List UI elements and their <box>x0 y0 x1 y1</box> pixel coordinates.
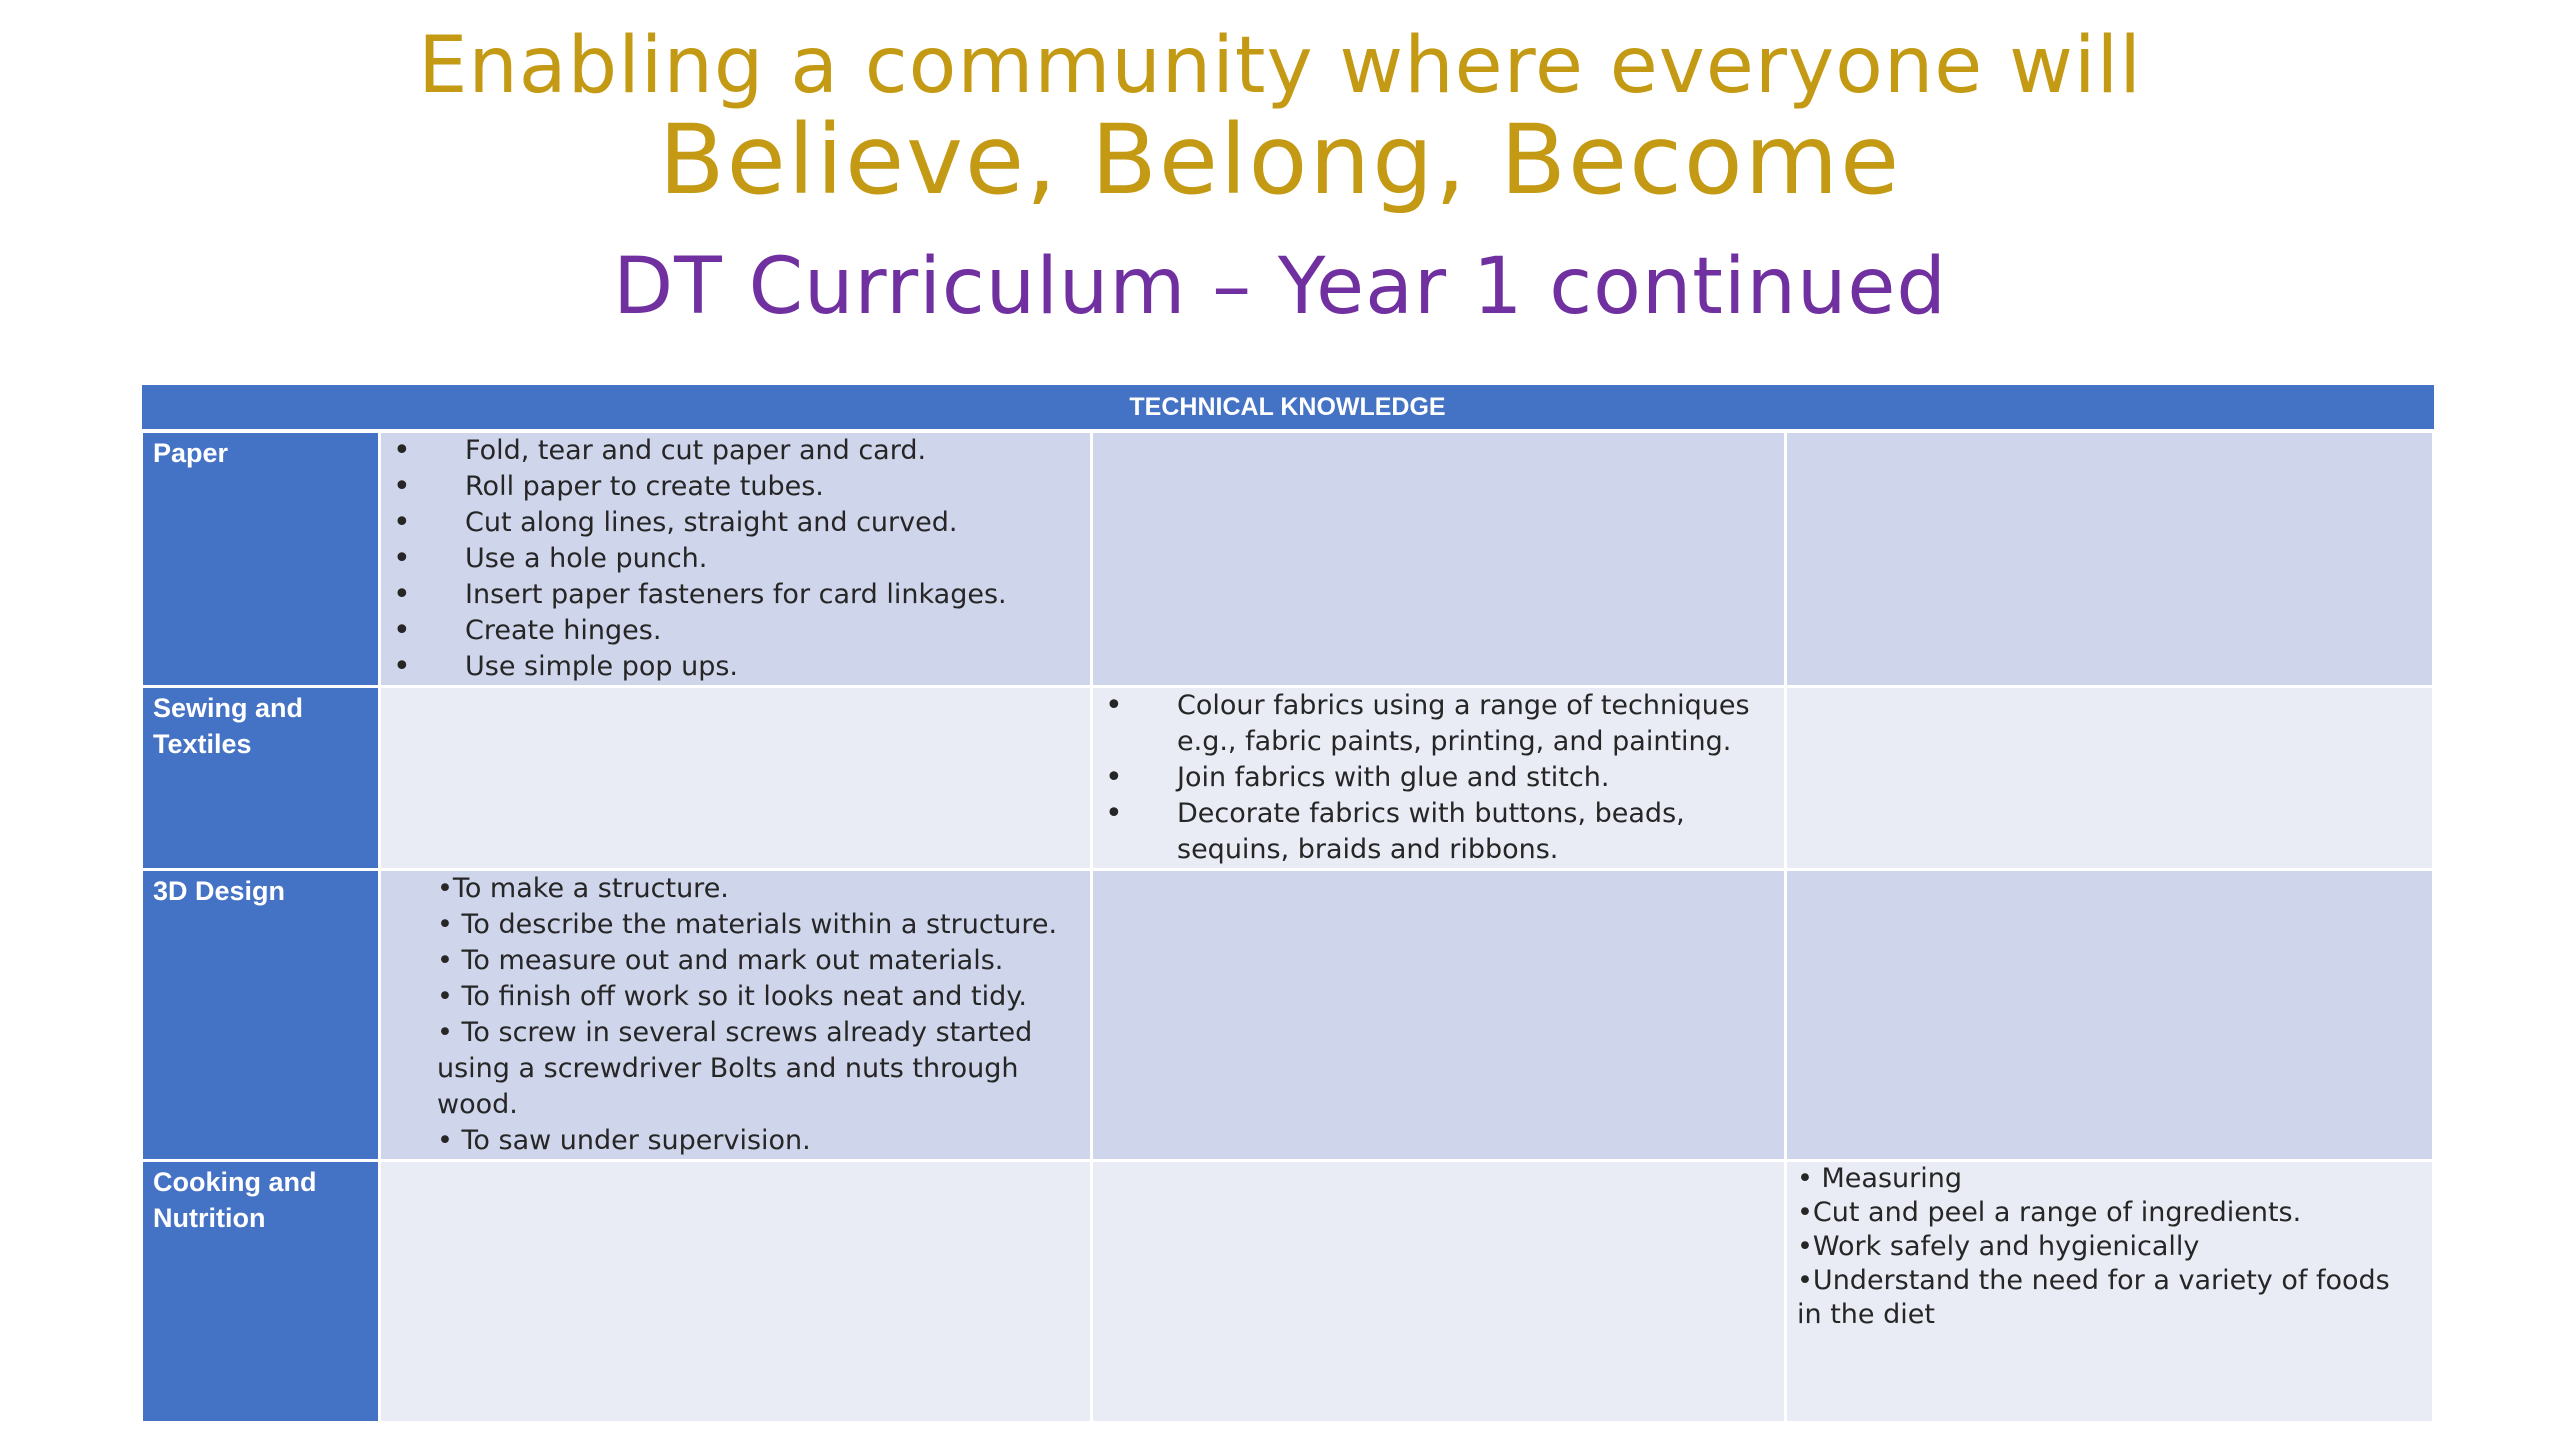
table-row <box>142 687 2434 870</box>
list-item: •Work safely and hygienically <box>1797 1231 2200 1262</box>
list-item: • Use a hole punch. <box>381 541 1090 577</box>
cell-cooking-col2 <box>1092 1161 1786 1423</box>
list-item: • To describe the materials within a structure. <box>437 909 1058 940</box>
cell-cooking-col3 <box>1786 1161 2434 1423</box>
cell-3d-design-col3 <box>1786 870 2434 1161</box>
list-item: • Measuring <box>1797 1163 1962 1194</box>
list-item: • Roll paper to create tubes. <box>381 469 1090 505</box>
list-item: • Cut along lines, straight and curved. <box>381 505 1090 541</box>
list-item: •To make a structure. <box>437 873 729 904</box>
list-item: • Use simple pop ups. <box>381 649 1090 685</box>
cell-paper-col2 <box>1092 431 1786 687</box>
list-item: • To finish off work so it looks neat and tidy. <box>437 981 1027 1012</box>
list-item: • Colour fabrics using a range of techniques e.g., fabric paints, printing, and painting. <box>1093 688 1784 760</box>
table-row <box>142 1161 2434 1423</box>
list-item: •Understand the need for a variety of foods in the diet <box>1797 1265 2390 1330</box>
list-item: •Cut and peel a range of ingredients. <box>1797 1197 2302 1228</box>
cell-sewing-col1 <box>380 687 1092 870</box>
tagline: Enabling a community where everyone will <box>418 21 2142 111</box>
cell-paper-col1 <box>380 431 1092 687</box>
list-item: • To screw in several screws already started using a screwdriver Bolts and nuts through wood. <box>437 1017 1033 1120</box>
list-item: • To saw under supervision. <box>437 1125 811 1156</box>
cell-sewing-col3 <box>1786 687 2434 870</box>
table-row <box>142 870 2434 1161</box>
row-label-sewing: Sewing and Textiles <box>142 687 380 870</box>
row-label-3d-design: 3D Design <box>142 870 380 1161</box>
cell-3d-design-col1 <box>380 870 1092 1161</box>
list-item: • Insert paper fasteners for card linkages. <box>381 577 1090 613</box>
list-item: • Create hinges. <box>381 613 1090 649</box>
list-item: • Decorate fabrics with buttons, beads, sequins, braids and ribbons. <box>1093 796 1784 868</box>
list-item: • To measure out and mark out materials. <box>437 945 1004 976</box>
curriculum-table <box>140 385 2432 1424</box>
design-lines <box>381 871 1090 1159</box>
table-row <box>142 431 2434 687</box>
page-title: DT Curriculum – Year 1 continued <box>613 242 1947 332</box>
motto: Believe, Belong, Become <box>658 104 1902 216</box>
cooking-lines <box>1787 1162 2432 1332</box>
cell-sewing-col2 <box>1092 687 1786 870</box>
row-label-cooking: Cooking and Nutrition <box>142 1161 380 1423</box>
list-item: • Fold, tear and cut paper and card. <box>381 433 1090 469</box>
list-item: • Join fabrics with glue and stitch. <box>1093 760 1784 796</box>
cell-cooking-col1 <box>380 1161 1092 1423</box>
cell-3d-design-col2 <box>1092 870 1786 1161</box>
cell-paper-col3 <box>1786 431 2434 687</box>
row-label-paper: Paper <box>142 431 380 687</box>
table-heading: TECHNICAL KNOWLEDGE <box>142 385 2434 431</box>
